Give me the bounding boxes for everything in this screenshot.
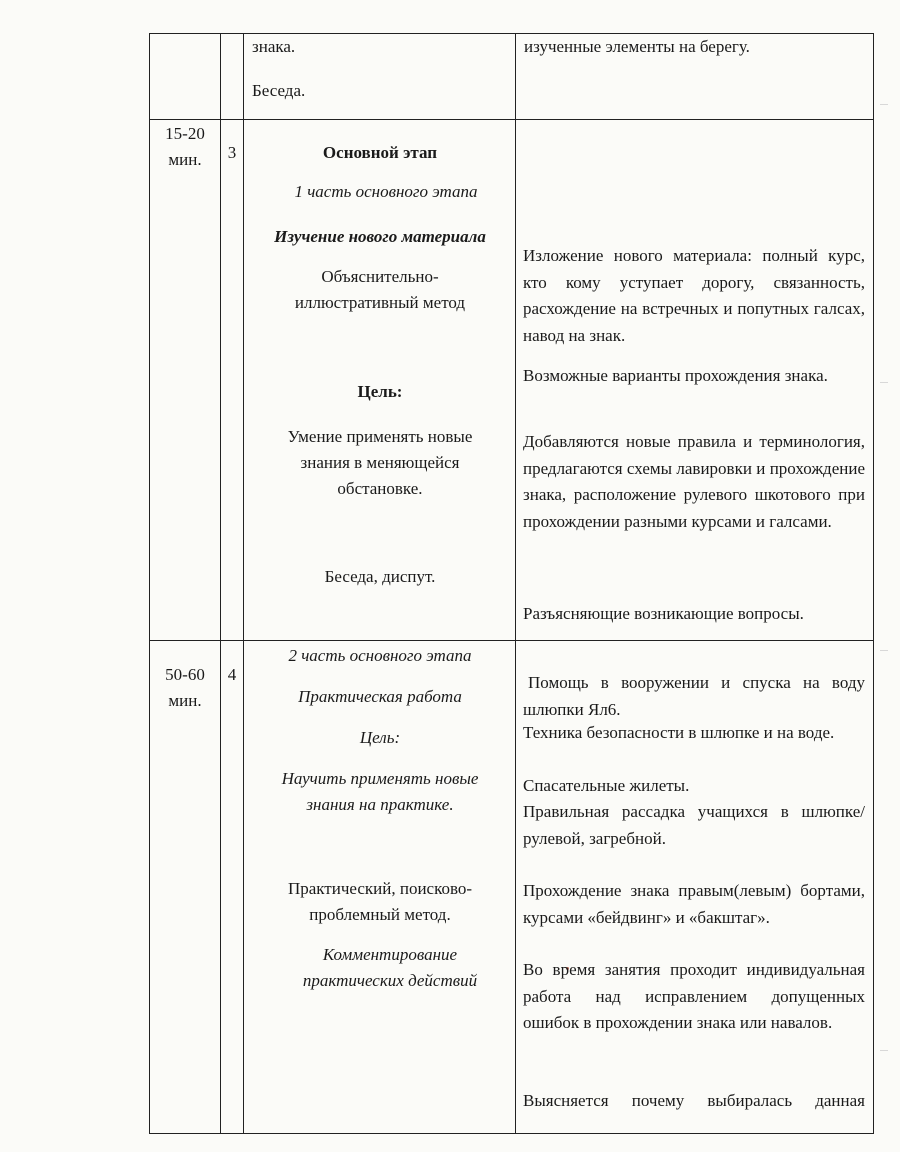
method-description: [244, 264, 516, 316]
teacher-paragraph: Разъясняющие возникающие вопросы.: [523, 604, 804, 623]
goal-line: Умение применять новые: [287, 427, 473, 446]
comment-line: практических действий: [302, 971, 478, 990]
margin-mark: [880, 382, 888, 383]
goal-line: Научить применять новые: [281, 769, 479, 788]
stage-number: 4: [227, 665, 237, 684]
method-line: Объяснительно-: [321, 267, 439, 286]
column-divider-1: [220, 33, 221, 1134]
comment-text: [254, 942, 526, 994]
teacher-paragraph: Возможные варианты прохождения знака.: [523, 366, 828, 385]
teacher-paragraph: Выясняется почему выбиралась данная: [523, 1091, 865, 1110]
table-border-right: [873, 33, 874, 1134]
goal-label: Цель:: [357, 382, 403, 401]
goal-text: [244, 766, 516, 818]
teacher-paragraph: Помощь в вооружении и спуска на воду шлюпки Ял6.: [523, 673, 865, 719]
stage-part: 2 часть основного этапа: [288, 646, 472, 665]
lesson-form: Беседа, диспут.: [324, 567, 436, 586]
duration-unit: мин.: [168, 150, 202, 169]
method-line: проблемный метод.: [309, 905, 451, 924]
goal-line: обстановке.: [337, 479, 423, 498]
table-border-left: [149, 33, 150, 1134]
method-cell-text: знака.: [252, 37, 296, 56]
teacher-activity-text: изученные элементы на берегу.: [524, 37, 750, 56]
goal-line: знания на практике.: [306, 795, 454, 814]
goal-label: Цель:: [359, 728, 401, 747]
row-divider-1: [149, 119, 874, 120]
teacher-paragraph: Прохождение знака правым(левым) бортами, курсами «бейдвинг» и «бакштаг».: [523, 881, 865, 927]
method-cell-text: Беседа.: [252, 81, 306, 100]
margin-mark: [880, 650, 888, 651]
stage-number: 3: [227, 143, 237, 162]
teacher-paragraph: Добавляются новые правила и терминология, предлагаются схемы лавировки и прохождение знака, расположение рулевого шкотового при прохождении разными курсами и галсами.: [523, 432, 865, 531]
topic-heading: Изучение нового материала: [274, 227, 486, 246]
teacher-paragraph: Спасательные жилеты.: [523, 776, 690, 795]
work-type: Практическая работа: [298, 687, 462, 706]
stage-part: 1 часть основного этапа: [294, 182, 478, 201]
table-border-bottom: [149, 1133, 874, 1134]
method-description: [244, 876, 516, 928]
teacher-paragraph: Правильная рассадка учащихся в шлюпке/ рулевой, загребной.: [523, 802, 865, 848]
duration-value: 15-20: [165, 124, 205, 143]
goal-text: [244, 424, 516, 502]
margin-mark: [880, 104, 888, 105]
method-line: иллюстративный метод: [294, 293, 466, 312]
row-divider-2: [149, 640, 874, 641]
teacher-paragraph: Изложение нового материала: полный курс, кто кому уступает дорогу, связанность, расхождение на встречных и попутных галсах, навод на знак.: [523, 246, 865, 345]
method-line: Практический, поисково-: [287, 879, 473, 898]
comment-line: Комментирование: [322, 945, 458, 964]
teacher-paragraph: Техника безопасности в шлюпке и на воде.: [523, 723, 835, 742]
duration-label: [150, 121, 220, 173]
teacher-paragraph: Во время занятия проходит индивидуальная работа над исправлением допущенных ошибок в прохождении знака или навалов.: [523, 960, 865, 1032]
margin-mark: [880, 1050, 888, 1051]
stage-title: Основной этап: [322, 143, 438, 162]
duration-unit: мин.: [168, 691, 202, 710]
duration-label: [150, 662, 220, 714]
duration-value: 50-60: [165, 665, 205, 684]
goal-line: знания в меняющейся: [300, 453, 460, 472]
